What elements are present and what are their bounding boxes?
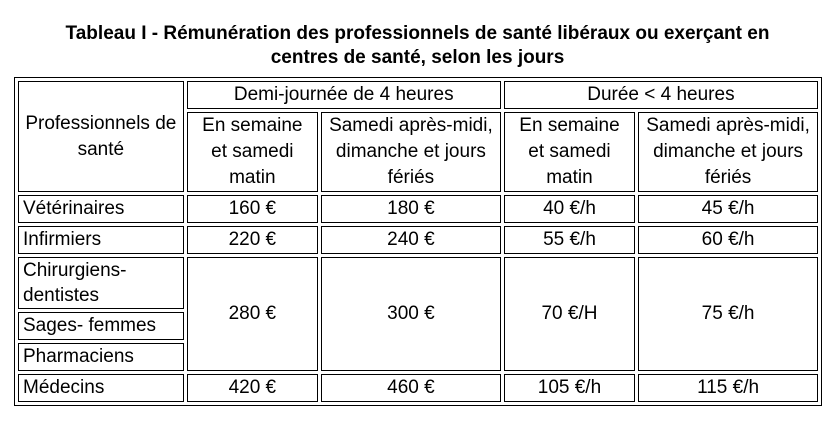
header-semaine-1: En semaine et samedi matin <box>187 112 318 192</box>
row-label-pharmaciens: Pharmaciens <box>18 343 184 371</box>
header-demi-journee: Demi-journée de 4 heures <box>187 81 501 109</box>
cell-value: 300 € <box>321 257 501 371</box>
cell-value: 60 €/h <box>638 226 818 254</box>
row-label-sages-femmes: Sages- femmes <box>18 312 184 340</box>
cell-value: 70 €/H <box>504 257 635 371</box>
row-label-medecins: Médecins <box>18 374 184 402</box>
cell-value: 45 €/h <box>638 195 818 223</box>
header-professionnels: Professionnels de santé <box>18 81 184 192</box>
cell-value: 460 € <box>321 374 501 402</box>
title-line-2: centres de santé, selon les jours <box>270 47 565 68</box>
header-weekend-2: Samedi après-midi, dimanche et jours fériés <box>638 112 818 192</box>
table-row <box>18 257 818 309</box>
cell-value: 105 €/h <box>504 374 635 402</box>
remuneration-table <box>14 77 822 406</box>
cell-value: 220 € <box>187 226 318 254</box>
cell-value: 75 €/h <box>638 257 818 371</box>
cell-value: 115 €/h <box>638 374 818 402</box>
table-row <box>18 226 818 254</box>
cell-value: 55 €/h <box>504 226 635 254</box>
cell-value: 180 € <box>321 195 501 223</box>
row-label-infirmiers: Infirmiers <box>18 226 184 254</box>
title-line-1: Tableau I - Rémunération des professionnels de santé libéraux ou exerçant en <box>65 23 770 44</box>
table-title <box>0 22 835 70</box>
header-semaine-2: En semaine et samedi matin <box>504 112 635 192</box>
cell-value: 40 €/h <box>504 195 635 223</box>
cell-value: 280 € <box>187 257 318 371</box>
table-row <box>18 195 818 223</box>
header-duree: Durée < 4 heures <box>504 81 818 109</box>
row-label-veterinaires: Vétérinaires <box>18 195 184 223</box>
cell-value: 240 € <box>321 226 501 254</box>
cell-value: 160 € <box>187 195 318 223</box>
table-row <box>18 374 818 402</box>
row-label-chirurgiens-dentistes: Chirurgiens-dentistes <box>18 257 184 309</box>
header-weekend-1: Samedi après-midi, dimanche et jours fériés <box>321 112 501 192</box>
cell-value: 420 € <box>187 374 318 402</box>
